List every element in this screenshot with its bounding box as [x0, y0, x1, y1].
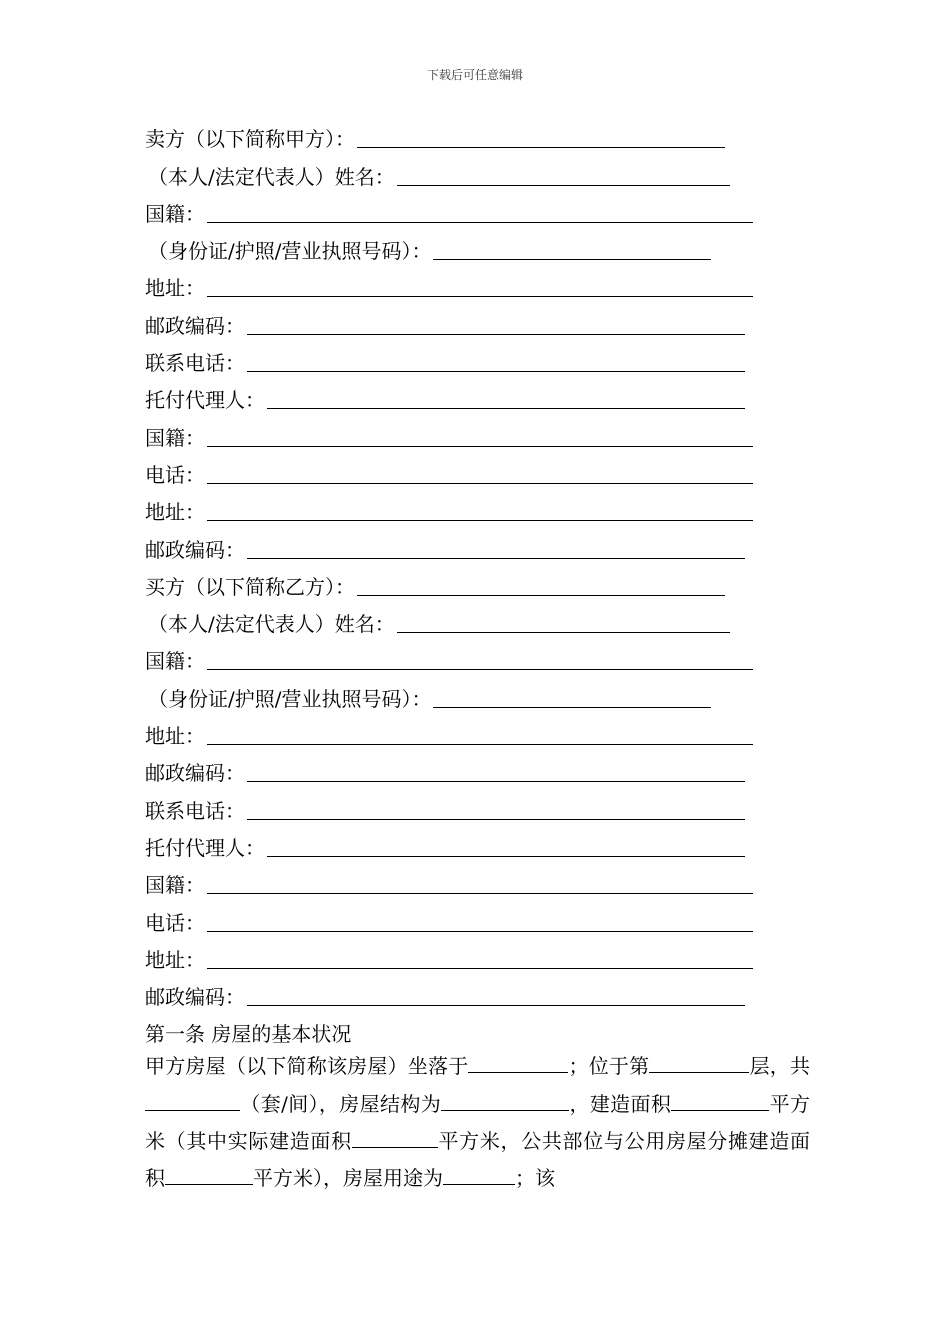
fill-blank[interactable]: [267, 388, 745, 409]
fill-blank[interactable]: [433, 239, 711, 260]
seller-postcode-field: [145, 302, 810, 339]
fill-blank[interactable]: [207, 911, 753, 932]
fill-blank[interactable]: [207, 873, 753, 894]
field-label: （本人/法定代表人）姓名：: [148, 164, 395, 189]
seller-phone-field: [145, 340, 810, 377]
fill-blank[interactable]: [247, 799, 745, 820]
field-label: 电话：: [145, 462, 205, 487]
field-label: 联系电话：: [145, 798, 245, 823]
fill-blank[interactable]: [207, 426, 753, 447]
buyer-agent-phone-field: [145, 899, 810, 936]
field-label: 地址：: [145, 947, 205, 972]
fill-blank[interactable]: [649, 1050, 749, 1073]
contract-body: [145, 116, 810, 1198]
seller-agent-phone-field: [145, 452, 810, 489]
fill-blank[interactable]: [145, 1088, 240, 1111]
field-label: （本人/法定代表人）姓名：: [148, 612, 395, 637]
paragraph-text: （套/间），房屋结构为: [240, 1091, 442, 1116]
field-label: 托付代理人：: [145, 388, 265, 413]
buyer-postcode-field: [145, 750, 810, 787]
fill-blank[interactable]: [247, 761, 745, 782]
fill-blank[interactable]: [247, 351, 745, 372]
field-label: 国籍：: [145, 425, 205, 450]
page-header: 下载后可任意编辑: [426, 68, 523, 82]
field-label: 地址：: [145, 724, 205, 749]
buyer-address-field: [145, 713, 810, 750]
fill-blank[interactable]: [397, 612, 730, 633]
paragraph-text: 平方米（其中实际建造面积: [145, 1091, 811, 1154]
seller-id-field: [145, 228, 810, 265]
fill-blank[interactable]: [357, 575, 725, 596]
fill-blank[interactable]: [397, 165, 730, 186]
fill-blank[interactable]: [352, 1125, 438, 1148]
seller-agent-field: [145, 377, 810, 414]
paragraph-text: 平方米），房屋用途为: [253, 1166, 443, 1191]
field-label: 买方（以下简称乙方）：: [145, 574, 355, 599]
field-label: （身份证/护照/营业执照号码）：: [148, 239, 432, 264]
field-label: 国籍：: [145, 873, 205, 898]
buyer-representative-field: [145, 601, 810, 638]
fill-blank[interactable]: [165, 1162, 253, 1185]
fill-blank[interactable]: [443, 1162, 515, 1185]
field-label: 邮政编码：: [145, 985, 245, 1010]
field-label: 托付代理人：: [145, 835, 265, 860]
buyer-id-field: [145, 675, 810, 712]
fill-blank[interactable]: [207, 276, 753, 297]
fill-blank[interactable]: [207, 500, 753, 521]
article-paragraph: [145, 1048, 810, 1197]
seller-nationality-field: [145, 191, 810, 228]
buyer-agent-address-field: [145, 937, 810, 974]
fill-blank[interactable]: [441, 1088, 569, 1111]
buyer-nationality-field: [145, 638, 810, 675]
field-label: 邮政编码：: [145, 313, 245, 338]
paragraph-text: ；该: [515, 1166, 555, 1191]
field-label: 邮政编码：: [145, 537, 245, 562]
fill-blank[interactable]: [433, 687, 711, 708]
fill-blank[interactable]: [468, 1050, 568, 1073]
article-title: 第一条 房屋的基本状况: [145, 1022, 352, 1047]
field-label: 邮政编码：: [145, 761, 245, 786]
paragraph-text: 层，共: [749, 1054, 811, 1079]
fill-blank[interactable]: [671, 1088, 681, 1111]
buyer-agent-postcode-field: [145, 974, 810, 1011]
fill-blank[interactable]: [207, 724, 753, 745]
field-label: 国籍：: [145, 649, 205, 674]
seller-representative-field: [145, 153, 810, 190]
paragraph-text: 平方米，公共部位与公用房屋分摊建造面积: [145, 1129, 811, 1191]
buyer-agent-field: [145, 825, 810, 862]
fill-blank[interactable]: [207, 202, 753, 223]
seller-agent-address-field: [145, 489, 810, 526]
fill-blank[interactable]: [247, 314, 745, 335]
paragraph-text: 甲方房屋（以下简称该房屋）坐落于: [145, 1054, 469, 1079]
fill-blank[interactable]: [247, 985, 745, 1006]
fill-blank[interactable]: [247, 538, 745, 559]
paragraph-text: ，建造面积: [569, 1091, 672, 1116]
field-label: 电话：: [145, 910, 205, 935]
seller-address-field: [145, 265, 810, 302]
field-label: 地址：: [145, 500, 205, 525]
field-label: 联系电话：: [145, 351, 245, 376]
paragraph-text: ；位于第: [568, 1054, 650, 1079]
seller-agent-postcode-field: [145, 526, 810, 563]
buyer-agent-nationality-field: [145, 862, 810, 899]
fill-blank[interactable]: [207, 948, 753, 969]
seller-agent-nationality-field: [145, 414, 810, 451]
field-label: （身份证/护照/营业执照号码）：: [148, 686, 432, 711]
fill-blank[interactable]: [357, 127, 725, 148]
fill-blank[interactable]: [207, 649, 753, 670]
field-label: 地址：: [145, 276, 205, 301]
fill-blank[interactable]: [207, 463, 753, 484]
seller-name-field: [145, 116, 810, 153]
field-label: 国籍：: [145, 201, 205, 226]
buyer-name-field: [145, 564, 810, 601]
fill-blank[interactable]: [681, 1088, 769, 1111]
fill-blank[interactable]: [267, 836, 745, 857]
buyer-phone-field: [145, 787, 810, 824]
field-label: 卖方（以下简称甲方）：: [145, 127, 355, 152]
